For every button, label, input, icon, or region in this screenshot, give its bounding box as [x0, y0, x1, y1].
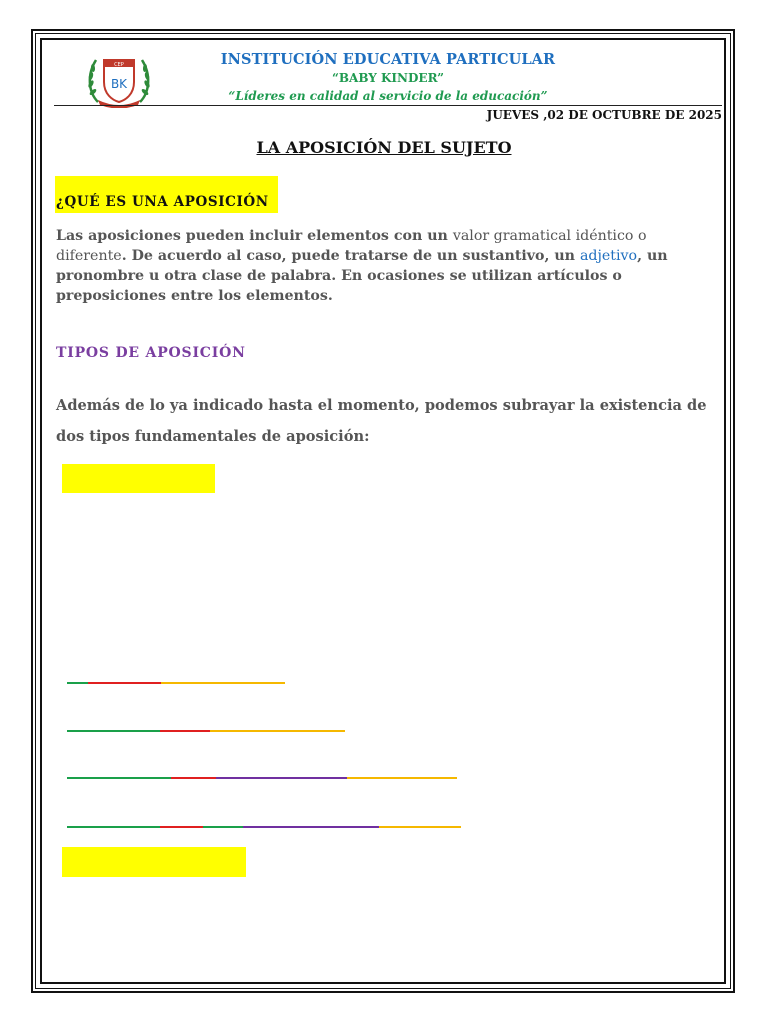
underline-segment	[160, 826, 203, 828]
institution-title: INSTITUCIÓN EDUCATIVA PARTICULAR	[220, 51, 556, 68]
underline-segment	[67, 730, 160, 732]
underline-segment	[210, 730, 345, 732]
school-name: “BABY KINDER”	[331, 71, 445, 85]
school-logo	[84, 52, 154, 108]
underline-segment	[161, 682, 285, 684]
definition-part-5: , un pronombre u otra clase de palabra. En ocasiones se utilizan artículos o preposiciones entre los elementos.	[56, 248, 668, 304]
logo-initials: BK	[110, 77, 128, 91]
underline-segment	[67, 682, 88, 684]
svg-text:CEP: CEP	[114, 62, 124, 68]
underline-segment	[216, 777, 347, 779]
definition-part-2: valor gramatical idéntico o diferente	[56, 228, 647, 264]
definition-paragraph	[56, 226, 716, 306]
underline-segment	[243, 826, 379, 828]
underline-segment	[379, 826, 461, 828]
header-divider	[54, 105, 722, 106]
underline-segment	[203, 826, 243, 828]
underline-segment	[67, 777, 171, 779]
adjetivo-link[interactable]: adjetivo	[579, 248, 638, 264]
document-title: LA APOSICIÓN DEL SUJETO	[256, 138, 512, 157]
school-motto: “Líderes en calidad al servicio de la educación”	[228, 89, 548, 103]
document-date: JUEVES ,02 DE OCTUBRE DE 2025	[486, 108, 722, 122]
definition-part-3: . De acuerdo al caso, puede tratarse de un sustantivo, un	[121, 248, 575, 264]
types-paragraph: Además de lo ya indicado hasta el momento, podemos subrayar la existencia de dos tipos fundamentales de aposición:	[56, 397, 707, 445]
underline-segment	[347, 777, 457, 779]
section-heading-what-is: ¿QUÉ ES UNA APOSICIÓN	[56, 194, 269, 210]
underline-segment	[67, 826, 160, 828]
definition-part-1: Las aposiciones pueden incluir elementos con un	[56, 228, 448, 244]
yellow-highlight-block-2	[62, 847, 246, 877]
underline-segment	[88, 682, 161, 684]
underline-segment	[171, 777, 216, 779]
yellow-highlight-block-1	[62, 464, 215, 493]
underline-segment	[160, 730, 210, 732]
section-heading-types: TIPOS DE APOSICIÓN	[56, 345, 246, 361]
